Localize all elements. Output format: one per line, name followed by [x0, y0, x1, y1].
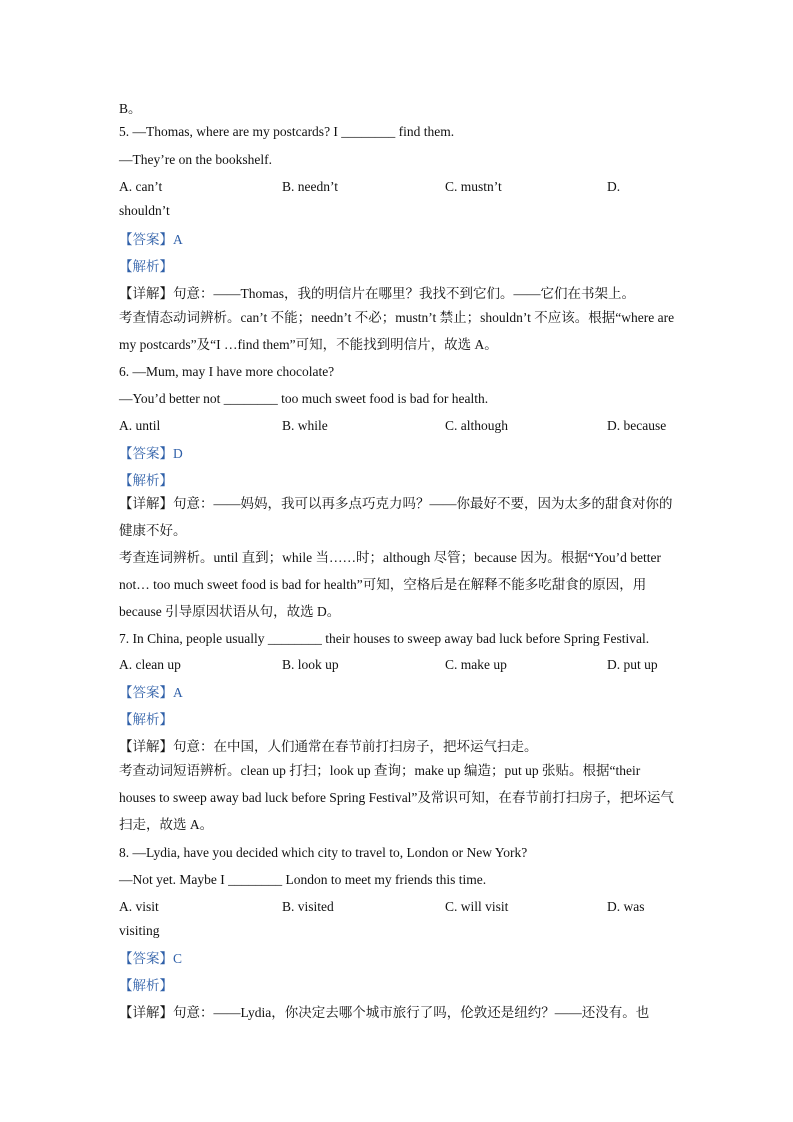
question-5-option-c: C. mustn’t — [445, 179, 502, 194]
question-8-option-c: C. will visit — [445, 899, 509, 914]
question-7-detail: 【详解】句意：在中国，人们通常在春节前打扫房子，把坏运气扫走。 — [119, 739, 538, 754]
question-5-explanation: 考查情态动词辨析。can’t 不能；needn’t 不必；mustn’t 禁止；shouldn’t 不应该。根据“where are my postcards”及“I …find them”可知，不能找到明信片，故选 A。 — [119, 310, 675, 352]
question-6-stem: 6. —Mum, may I have more chocolate? — [119, 364, 335, 379]
question-5-option-a: A. can’t — [119, 179, 163, 194]
question-5-detail: 【详解】句意：——Thomas，我的明信片在哪里？我找不到它们。——它们在书架上。 — [119, 286, 635, 301]
question-7-option-d: D. put up — [607, 657, 658, 672]
question-7-answer: 【答案】A — [119, 685, 183, 700]
question-7-option-a: A. clean up — [119, 657, 181, 672]
question-8-detail: 【详解】句意：——Lydia，你决定去哪个城市旅行了吗，伦敦还是纽约？——还没有。也 — [119, 1005, 650, 1020]
question-8-answer: 【答案】C — [119, 951, 183, 966]
question-7-stem: 7. In China, people usually ________ their houses to sweep away bad luck before Spring Festival. — [119, 631, 650, 646]
question-6-option-c: C. although — [445, 418, 508, 433]
question-8-option-d-wrap: visiting — [119, 923, 160, 938]
question-6-explanation: 考查连词辨析。until 直到；while 当……时；although 尽管；because 因为。根据“You’d better not… too much sweet food is bad for health”可知，空格后是在解释不能多吃甜食的原因，用 because 引导原因状语从句，故选 D。 — [119, 550, 661, 619]
question-5-response: —They’re on the bookshelf. — [119, 152, 272, 167]
question-6-option-d: D. because — [607, 418, 667, 433]
question-5-analysis-label: 【解析】 — [119, 259, 173, 274]
question-6-response: —You’d better not ________ too much sweet food is bad for health. — [119, 391, 489, 406]
question-8-option-d: D. was — [607, 899, 645, 914]
question-6-analysis-label: 【解析】 — [119, 473, 173, 488]
question-5-option-b: B. needn’t — [282, 179, 338, 194]
question-8-option-a: A. visit — [119, 899, 159, 914]
question-6-option-a: A. until — [119, 418, 161, 433]
question-7-option-b: B. look up — [282, 657, 339, 672]
question-6-option-b: B. while — [282, 418, 328, 433]
question-6-detail: 【详解】句意：——妈妈，我可以再多点巧克力吗？——你最好不要，因为太多的甜食对你的健康不好。 — [119, 496, 673, 538]
question-6-answer: 【答案】D — [119, 446, 183, 461]
question-8-option-b: B. visited — [282, 899, 334, 914]
question-7-option-c: C. make up — [445, 657, 507, 672]
question-5-stem: 5. —Thomas, where are my postcards? I ________ find them. — [119, 124, 455, 139]
question-5-option-d-wrap: shouldn’t — [119, 203, 170, 218]
question-5-option-d: D. — [607, 179, 621, 194]
question-5-answer: 【答案】A — [119, 232, 183, 247]
question-7-analysis-label: 【解析】 — [119, 712, 173, 727]
question-8-analysis-label: 【解析】 — [119, 978, 173, 993]
question-8-response: —Not yet. Maybe I ________ London to meet my friends this time. — [119, 872, 487, 887]
question-7-explanation: 考查动词短语辨析。clean up 打扫；look up 查询；make up 编造；put up 张贴。根据“their houses to sweep away bad luck before Spring Festival”及常识可知，在春节前打扫房子，把坏运气扫走，故选 A。 — [119, 763, 674, 832]
question-8-stem: 8. —Lydia, have you decided which city to travel to, London or New York? — [119, 845, 528, 860]
previous-answer-tail: B。 — [119, 101, 142, 116]
